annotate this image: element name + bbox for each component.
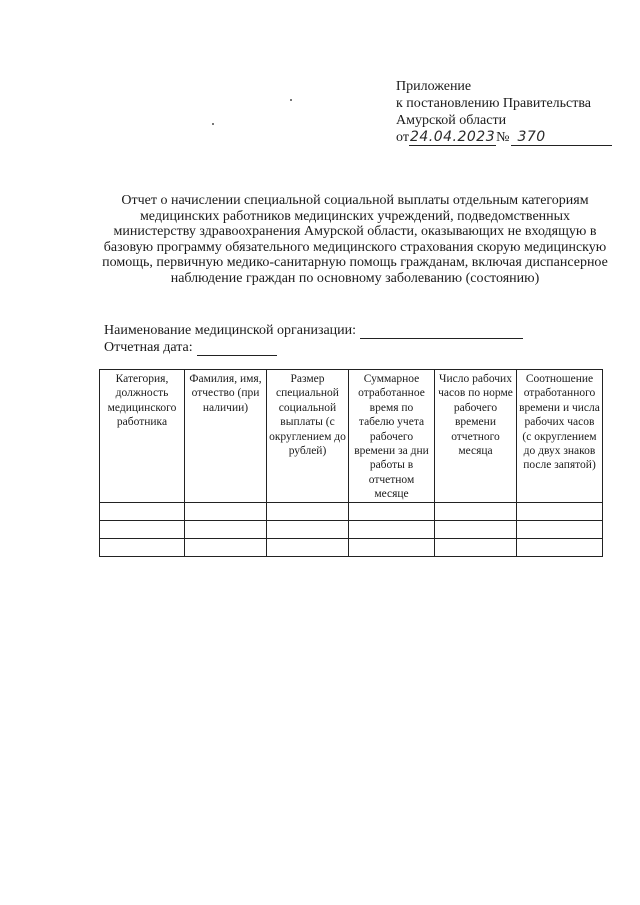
report-table — [99, 369, 603, 557]
scan-speck — [212, 123, 214, 125]
column-header: Фамилия, имя, отчество (при наличии) — [185, 370, 267, 503]
table-cell[interactable] — [349, 502, 435, 520]
report-date-label: Отчетная дата: — [104, 340, 193, 355]
table-cell[interactable] — [185, 538, 267, 556]
table-row — [100, 538, 603, 556]
appendix-region: Амурской области — [396, 113, 507, 128]
table-cell[interactable] — [267, 520, 349, 538]
table-header-row — [100, 370, 603, 503]
table-cell[interactable] — [517, 538, 603, 556]
column-header: Категория, должность медицинского работника — [100, 370, 185, 503]
order-number-prefix: № — [496, 130, 510, 145]
scan-speck — [290, 99, 292, 101]
appendix-resolution: к постановлению Правительства — [396, 96, 592, 111]
table-cell[interactable] — [349, 520, 435, 538]
appendix-title: Приложение — [396, 79, 472, 94]
column-header: Суммарное отработанное время по табелю учета рабочего времени за дни работы в отчетном месяце — [349, 370, 435, 503]
table-cell[interactable] — [267, 502, 349, 520]
table-cell[interactable] — [185, 520, 267, 538]
organization-row — [104, 322, 523, 339]
table-cell[interactable] — [100, 520, 185, 538]
order-date-prefix: от — [396, 130, 409, 145]
report-fields — [104, 322, 523, 356]
table-cell[interactable] — [435, 538, 517, 556]
table-cell[interactable] — [267, 538, 349, 556]
table-cell[interactable] — [435, 520, 517, 538]
order-date-handwritten: 24.04.2023 — [409, 129, 496, 145]
column-header: Соотношение отработанного времени и числа рабочих часов (с округлением до двух знаков после запятой) — [517, 370, 603, 503]
table-row — [100, 520, 603, 538]
report-title: Отчет о начислении специальной социальной выплаты отдельным категориям медицинских работников медицинских учреждений, подведомственных министерству здравоохранения Амурской области, оказывающих не входящую в базовую программу обязательного медицинского страхования скорую медицинскую помощь, первичную медико-санитарную помощь гражданам, включая диспансерное наблюдение граждан по основному заболеванию (состоянию) — [102, 193, 608, 286]
table-cell[interactable] — [435, 502, 517, 520]
table-cell[interactable] — [100, 538, 185, 556]
table-cell[interactable] — [517, 520, 603, 538]
report-date-row — [104, 339, 523, 356]
table-cell[interactable] — [185, 502, 267, 520]
order-line — [396, 129, 612, 146]
table-cell[interactable] — [517, 502, 603, 520]
column-header: Число рабочих часов по норме рабочего времени отчетного месяца — [435, 370, 517, 503]
organization-label: Наименование медицинской организации: — [104, 323, 357, 338]
table-row — [100, 502, 603, 520]
report-date-field[interactable] — [197, 342, 277, 356]
appendix-block — [396, 78, 612, 146]
organization-field[interactable] — [360, 325, 523, 339]
order-number-handwritten: 370 — [511, 130, 612, 146]
column-header: Размер специальной социальной выплаты (с округлением до рублей) — [267, 370, 349, 503]
table-cell[interactable] — [100, 502, 185, 520]
table-cell[interactable] — [349, 538, 435, 556]
